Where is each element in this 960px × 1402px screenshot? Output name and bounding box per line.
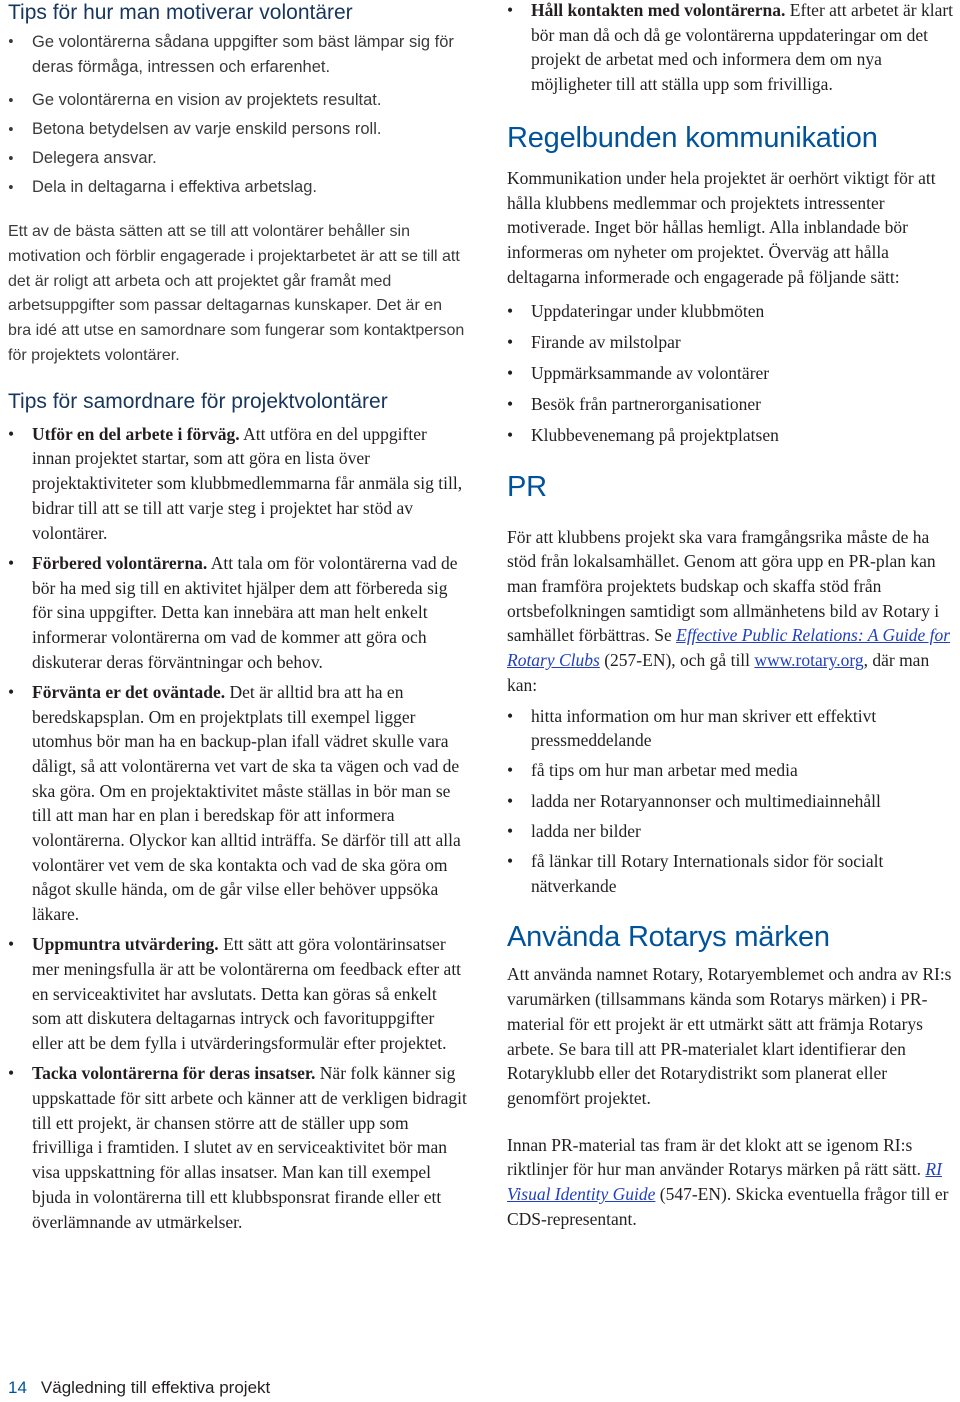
list-item bbox=[8, 1061, 468, 1234]
motivation-tips-list bbox=[8, 30, 468, 202]
list-item: • ladda ner Rotaryannonser och multimediainnehåll bbox=[507, 789, 959, 814]
heading-rotary-brands: Använda Rotarys märken bbox=[507, 921, 830, 954]
list-item-text: När folk känner sig uppskattade för sitt arbete och känner att de verkligen bidragit till ett projekt, är chansen större att de ställer upp som frivilliga i framtiden. I slutet av en serviceaktivitet bör man visa uppskattning för allas insatser. Man kan till exempel bjuda in volontärerna till ett klubbsponsrat firande eller ett överlämnande av utmärkelser. bbox=[32, 1063, 467, 1232]
list-item: • Uppmärksammande av volontärer bbox=[507, 361, 959, 386]
list-item-lead: Utför en del arbete i förväg. bbox=[32, 423, 240, 444]
pr-list bbox=[507, 704, 959, 899]
list-item bbox=[8, 932, 468, 1056]
link-ri-visual-identity-guide[interactable]: RI Visual Identity Guide bbox=[507, 1159, 942, 1205]
footer-title: Vägledning till effektiva projekt bbox=[40, 1378, 271, 1397]
pr-paragraph-text: För att klubbens projekt ska vara framgångsrika måste de ha stöd från lokalsamhället. Genom att göra upp en PR-plan kan man framföra projektets budskap och skaffa stöd från ortsbefolkningen samtidigt som allmänhetens bild av Rotary i samhället förbättras. Se bbox=[507, 526, 940, 646]
communication-paragraph: Kommunikation under hela projektet är oerhört viktigt för att hålla klubbens medlemmar och projektets intressenter motiverade. Inget bör hållas hemligt. Alla inblandade bör informeras om nyheter om projektet. Överväg att hålla deltagarna informerade och engagerade på följande sätt: bbox=[507, 167, 936, 287]
list-item bbox=[8, 680, 468, 927]
coordinator-tips-list bbox=[8, 422, 468, 1235]
list-item-text: Det är alltid bra att ha en beredskapsplan. Om en projektplats till exempel ligger utomhus bör man ha en backup-plan ifall vädret skulle vara dåligt, så att volontärerna vet vart de ska ta vägen och vad de ska göra. Om en projektaktivitet måste ställas in bör man se till att man har en plan i beredskap för att informera volontärerna. Olyckor kan alltid inträffa. Se därför till att alla volontärer vet vem de ska kontakta och vad de ska göra om något skulle hända, om de går vilse eller behöver uppsöka läkare. bbox=[32, 681, 461, 925]
motivation-paragraph: Ett av de bästa sätten att se till att volontärer behåller sin motivation och förblir engagerade i projektarbetet är att se till att det är roligt att arbeta och att projektet går framåt med arbetsuppgifter som passar deltagarnas kunskaper. Det är en bra idé att utse en samordnare som fungerar som kontaktperson för projektets volontärer. bbox=[8, 223, 465, 364]
list-item-lead: Förvänta er det oväntade. bbox=[32, 681, 226, 702]
pr-paragraph bbox=[507, 525, 959, 698]
list-item-text: Att utföra en del uppgifter innan projektet startar, som att göra en lista över projektaktiviteter som klubbmedlemmarna får anmäla sig till, bidrar till att se till att varje steg i projektet har stöd av volontärer. bbox=[32, 423, 463, 543]
list-item-lead: Håll kontakten med volontärerna. bbox=[531, 0, 786, 20]
brand-paragraph-1: Att använda namnet Rotary, Rotaryemblemet och andra av RI:s varumärken (tillsammans kända som Rotarys märken) i PR-material för ett projekt är ett utmärkt sätt att främja Rotarys arbete. Se bara till att PR-materialet klart identifierar den Rotaryklubb eller det Rotarydistrikt som planerat eller genomfört projektet. bbox=[507, 964, 952, 1108]
list-item-lead: Uppmuntra utvärdering. bbox=[32, 934, 219, 955]
pr-paragraph-text: (257-EN), och gå till bbox=[599, 650, 755, 671]
heading-regular-communication: Regelbunden kommunikation bbox=[507, 121, 878, 154]
communication-list bbox=[507, 299, 959, 447]
page-footer bbox=[8, 1378, 270, 1398]
contact-tip-list bbox=[507, 0, 959, 97]
list-item bbox=[8, 551, 468, 675]
heading-pr: PR bbox=[507, 470, 547, 503]
list-item bbox=[507, 0, 959, 97]
list-item: • Firande av milstolpar bbox=[507, 330, 959, 355]
right-column bbox=[507, 0, 959, 1231]
list-item: • Ge volontärerna en vision av projektets resultat. bbox=[8, 86, 468, 115]
link-effective-public-relations[interactable]: Effective Public Relations: A Guide for Rotary Clubs bbox=[507, 625, 951, 671]
heading-motivation-tips: Tips för hur man motiverar volontärer bbox=[8, 1, 353, 24]
list-item: • Betona betydelsen av varje enskild persons roll. bbox=[8, 115, 468, 144]
list-item: • hitta information om hur man skriver ett effektivt pressmeddelande bbox=[507, 704, 959, 753]
pr-paragraph-text: , där man kan: bbox=[507, 650, 930, 695]
brand-paragraph-2 bbox=[507, 1133, 959, 1232]
brand-paragraph-text: Innan PR-material tas fram är det klokt att se igenom RI:s riktlinjer för hur man använder Rotarys märken på rätt sätt. bbox=[507, 1134, 926, 1180]
list-item: • Klubbevenemang på projektplatsen bbox=[507, 423, 959, 448]
list-item: • Delegera ansvar. bbox=[8, 144, 468, 173]
list-item-text: Ett sätt att göra volontärinsatser mer meningsfulla är att be volontärerna om feedback efter att en serviceaktivitet har avslutats. Detta kan göras så enkelt som att diskutera deltagarnas intryck och favorituppgifter eller att be dem fylla i utvärderingsformulär efter projektet. bbox=[32, 934, 462, 1054]
list-item: • Besök från partnerorganisationer bbox=[507, 392, 959, 417]
list-item: • få tips om hur man arbetar med media bbox=[507, 758, 959, 783]
list-item: • få länkar till Rotary Internationals sidor för socialt nätverkande bbox=[507, 849, 959, 898]
page-number: 14 bbox=[8, 1378, 27, 1397]
list-item: • Ge volontärerna sådana uppgifter som bäst lämpar sig för deras förmåga, intressen och erfarenhet. bbox=[8, 30, 468, 79]
list-item: • Uppdateringar under klubbmöten bbox=[507, 299, 959, 324]
brand-paragraph-text: (547-EN). Skicka eventuella frågor till er CDS-representant. bbox=[507, 1184, 949, 1229]
list-item bbox=[8, 422, 468, 546]
list-item-text: Att tala om för volontärerna vad de bör ha med sig till en aktivitet hjälper dem att förbereda sig för sina uppgifter. Detta kan innebära att man helt enkelt informerar volontärerna om vad de kommer att göra och diskuterar deras förväntningar och behov. bbox=[32, 552, 458, 672]
list-item-lead: Tacka volontärerna för deras insatser. bbox=[32, 1063, 316, 1084]
heading-coordinator-tips: Tips för samordnare för projektvolontärer bbox=[8, 389, 388, 413]
list-item-lead: Förbered volontärerna. bbox=[32, 552, 208, 573]
list-item: • Dela in deltagarna i effektiva arbetslag. bbox=[8, 173, 468, 202]
list-item: • ladda ner bilder bbox=[507, 819, 959, 844]
link-rotary-org[interactable]: www.rotary.org bbox=[754, 650, 864, 671]
left-column bbox=[8, 0, 468, 1240]
list-item-text: Efter att arbetet är klart bör man då och då ge volontärerna uppdateringar om det projekt de arbetat med och informera dem om nya möjligheter till att ställa upp som frivilliga. bbox=[531, 0, 954, 95]
